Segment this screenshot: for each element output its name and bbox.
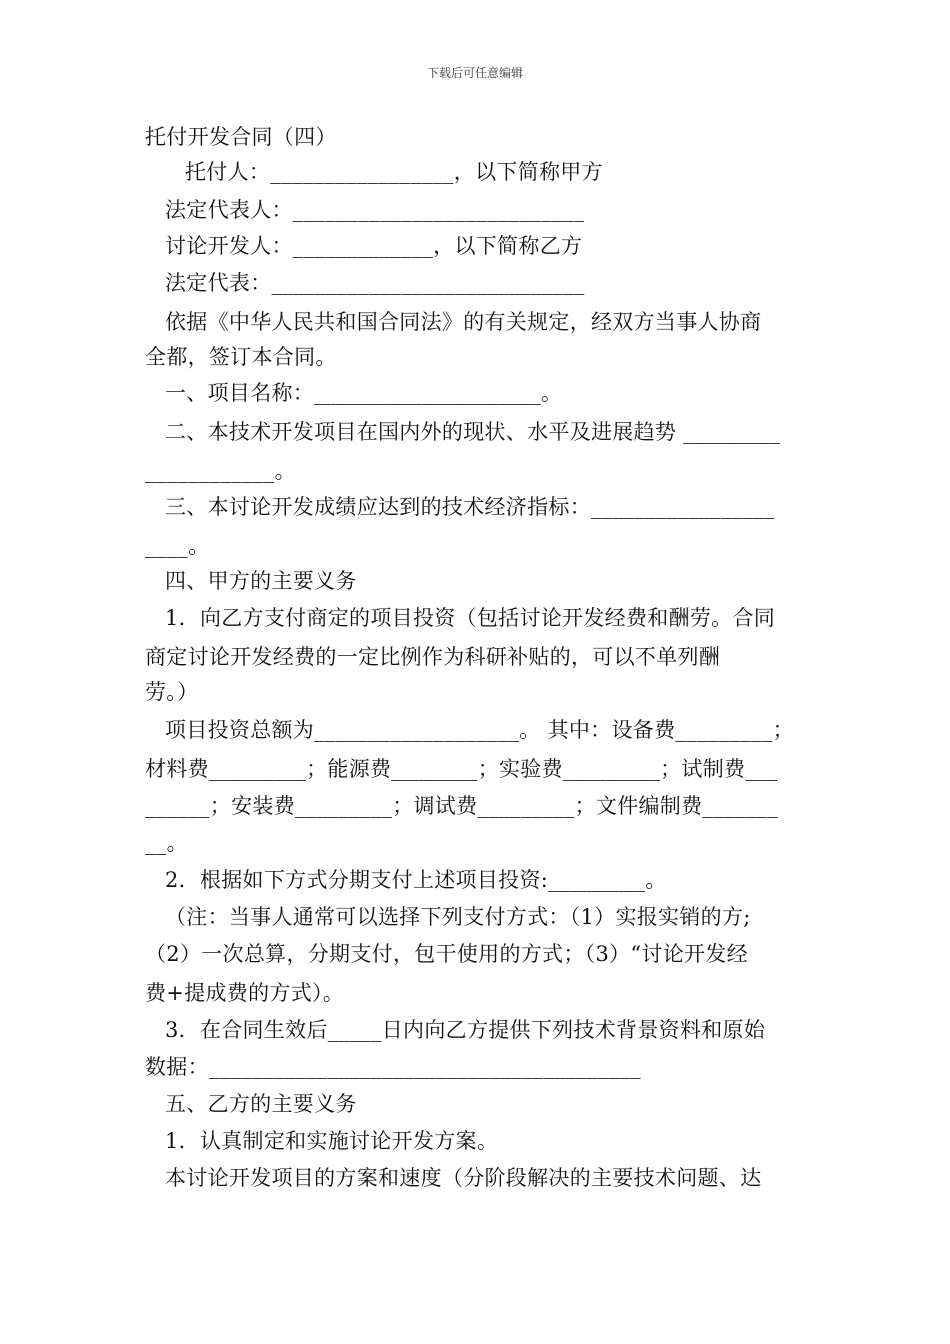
page-header: 下载后可任意编辑: [426, 66, 523, 80]
paragraph-line: 材料费_________；能源费________；实验费_________；试制费___: [145, 757, 778, 781]
paragraph-line: 三、本讨论开发成绩应达到的技术经济指标：_________________: [165, 495, 775, 519]
paragraph-line: ____________。: [145, 459, 296, 483]
paragraph-line: 项目投资总额为___________________。 其中：设备费_________；: [165, 718, 794, 742]
section-heading: 四、甲方的主要义务: [165, 569, 357, 593]
paragraph-line: 1．认真制定和实施讨论开发方案。: [165, 1129, 499, 1153]
paragraph-line: 本讨论开发项目的方案和速度（分阶段解决的主要技术问题、达: [165, 1166, 762, 1190]
paragraph-line: 依据《中华人民共和国合同法》的有关规定，经双方当事人协商: [165, 310, 762, 334]
paragraph-line: __。: [145, 831, 188, 855]
paragraph-line: 二、本技术开发项目在国内外的现状、水平及进展趋势 _________: [165, 420, 781, 444]
paragraph-line: 劳。）: [145, 680, 199, 704]
paragraph-line: 讨论开发人：_____________，以下简称乙方: [165, 234, 583, 258]
paragraph-line: ____。: [145, 534, 210, 558]
paragraph-line: 法定代表：_____________________________: [165, 271, 585, 295]
paragraph-line: ______；安装费_________；调试费_________；文件编制费_______: [145, 794, 778, 818]
paragraph-line: 一、项目名称：_____________________。: [165, 381, 563, 405]
paragraph-line: 3．在合同生效后_____日内向乙方提供下列技术背景资料和原始: [165, 1018, 766, 1042]
paragraph-line: 法定代表人：___________________________: [165, 198, 585, 222]
paragraph-line: 全都，签订本合同。: [145, 345, 337, 369]
paragraph-line: （注：当事人通常可以选择下列支付方式：（1）实报实销的方;: [165, 905, 751, 929]
paragraph-line: 1．向乙方支付商定的项目投资（包括讨论开发经费和酬劳。合同: [165, 606, 776, 630]
paragraph-line: 商定讨论开发经费的一定比例作为科研补贴的，可以不单列酬: [145, 645, 721, 669]
section-heading: 五、乙方的主要义务: [165, 1092, 357, 1116]
document-title: 托付开发合同（四）: [145, 125, 337, 149]
paragraph-line: 数据：________________________________________: [145, 1055, 641, 1079]
paragraph-line: 2．根据如下方式分期支付上述项目投资:_________。: [165, 868, 667, 892]
paragraph-line: 托付人：_________________，以下简称甲方: [185, 160, 603, 184]
paragraph-line: （2）一次总算，分期支付，包干使用的方式；（3）“讨论开发经: [145, 942, 748, 966]
paragraph-line: 费+提成费的方式）。: [145, 981, 345, 1005]
